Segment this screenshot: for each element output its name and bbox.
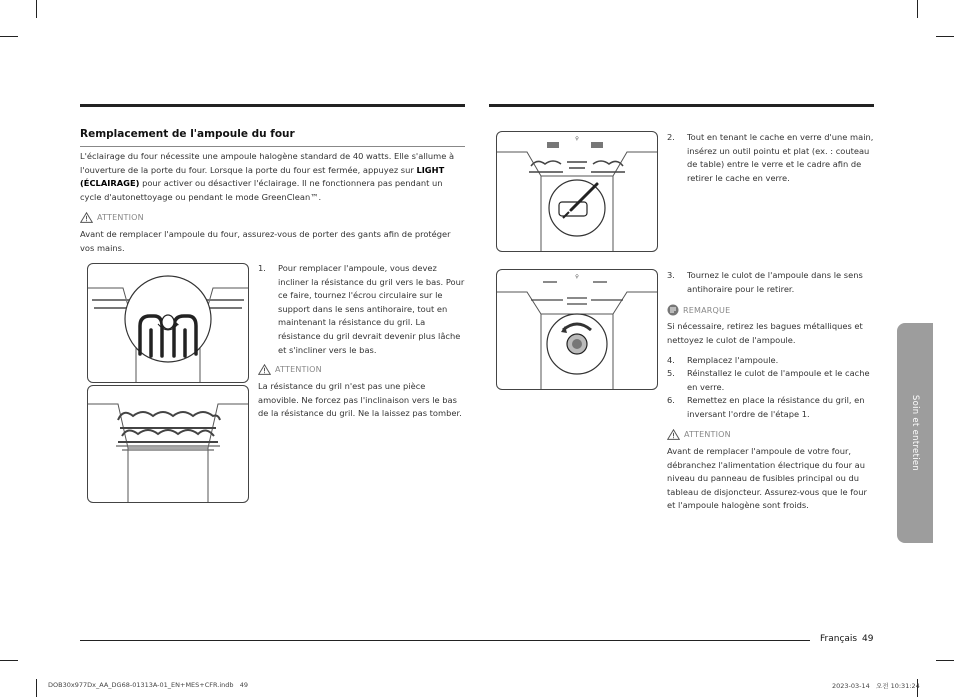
step-text: Remplacez l'ampoule. (687, 355, 779, 365)
note-text: Si nécessaire, retirez les bagues métalliques et nettoyez le culot de l'ampoule. (667, 321, 863, 345)
svg-text:♀: ♀ (575, 136, 579, 142)
figure-grill-tilt-detail (87, 263, 249, 383)
page-number: 49 (862, 634, 874, 644)
crop-mark (936, 660, 954, 661)
final-attention-text: Avant de remplacer l'ampoule de votre four, débranchez l'alimentation électrique du four au niveau du panneau de fusibles principal ou du tableau de disjoncteur. Assurez-vous que le four et l'ampoule halogène sont froids. (667, 446, 867, 511)
attention-heading (80, 212, 144, 223)
step-4 (667, 354, 874, 368)
step-number: 2. (667, 132, 675, 142)
figure-remove-glass-cover (496, 131, 658, 252)
footer-rule (80, 640, 810, 641)
note-heading (667, 304, 730, 316)
step1-attention-heading (258, 364, 322, 375)
intro-paragraph (80, 150, 460, 204)
step-number: 6. (667, 395, 675, 405)
step-number: 4. (667, 355, 675, 365)
step-number: 3. (667, 270, 675, 280)
light-button-label: LIGHT (ÉCLAIRAGE) (80, 164, 445, 189)
warning-triangle-icon (80, 212, 93, 223)
step-5 (667, 367, 874, 394)
intro-text: L'éclairage du four nécessite une ampoule halogène standard de 40 watts. Elle s'allume à l'ouverture de la porte du four. Lorsque la porte du four est fermée, appuyez sur (80, 151, 455, 175)
step-2 (667, 131, 874, 185)
note-icon (667, 304, 679, 316)
step-text: Remettez en place la résistance du gril, en inversant l'ordre de l'étape 1. (687, 395, 865, 419)
final-attention-heading (667, 429, 731, 440)
chapter-side-tab (897, 323, 933, 543)
step-3 (667, 269, 874, 296)
attention-text: Avant de remplacer l'ampoule du four, assurez-vous de porter des gants afin de protéger vos mains. (80, 229, 451, 253)
title-underline (80, 146, 465, 147)
svg-text:♀: ♀ (575, 274, 579, 280)
step-text: Tout en tenant le cache en verre d'une main, insérez un outil pointu et plat (ex. : couteau de table) entre le verre et le cadre afin de retirer le cache en verre. (687, 132, 874, 183)
column-top-bar (489, 104, 874, 107)
step1-attention-text: La résistance du gril n'est pas une pièce amovible. Ne forcez pas l'inclinaison vers le bas de la résistance du gril. Ne la laissez pas tomber. (258, 381, 462, 419)
crop-mark (36, 0, 37, 18)
step-text: Tournez le culot de l'ampoule dans le sens antihoraire pour le retirer. (687, 270, 863, 294)
crop-mark (0, 660, 18, 661)
crop-mark (917, 0, 918, 18)
attention-label: ATTENTION (684, 430, 731, 439)
attention-label: ATTENTION (275, 365, 322, 374)
warning-triangle-icon (667, 429, 680, 440)
step-number: 5. (667, 368, 675, 378)
step-6 (667, 394, 874, 421)
note-label: REMARQUE (683, 305, 731, 315)
print-timestamp: 2023-03-14 오전 10:31:24 (832, 682, 920, 690)
intro-text-end: pour activer ou désactiver l'éclairage. Il ne fonctionnera pas pendant un cycle d'autonettoyage ou pendant le mode GreenClean™. (80, 178, 443, 202)
chapter-side-tab-label: Soin et entretien (910, 394, 920, 472)
step-number: 1. (258, 263, 266, 273)
figure-turn-bulb-base (496, 269, 658, 390)
step-1 (258, 262, 465, 357)
figure-grill-tilted-down (87, 385, 249, 503)
footer-language: Français (820, 634, 858, 644)
attention-label: ATTENTION (97, 213, 144, 222)
crop-mark (36, 679, 37, 697)
column-top-bar (80, 104, 465, 107)
warning-triangle-icon (258, 364, 271, 375)
crop-mark (0, 36, 18, 37)
section-title: Remplacement de l'ampoule du four (80, 128, 295, 140)
step-text: Pour remplacer l'ampoule, vous devez incliner la résistance du gril vers le bas. Pour ce faire, tournez l'écrou circulaire sur le support dans le sens antihoraire, tout en maintenant la résistance du gril. La résistance du gril devrait devenir plus lâche et s'incliner vers le bas. (278, 263, 465, 355)
step-text: Réinstallez le culot de l'ampoule et le cache en verre. (687, 368, 870, 392)
crop-mark (936, 36, 954, 37)
print-file-info: DOB30x977Dx_AA_DG68-01313A-01_EN+MES+CFR.indb 49 (48, 681, 249, 689)
